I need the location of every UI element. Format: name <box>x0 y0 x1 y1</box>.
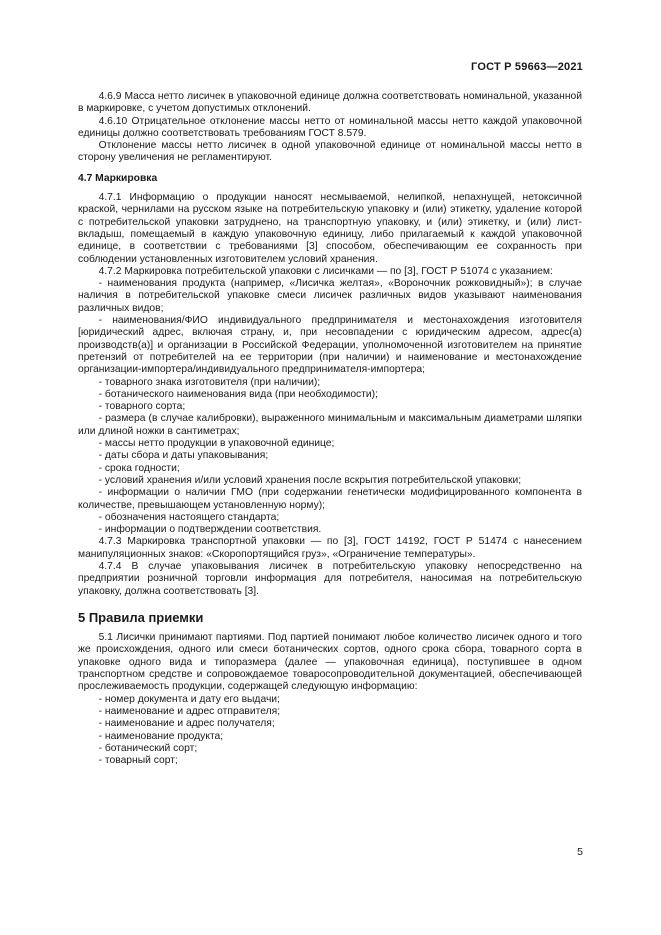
list-item: - товарного знака изготовителя (при наличии); <box>98 376 321 388</box>
paragraph-4-7-3: 4.7.3 Маркировка транспортной упаковки — по [3], ГОСТ 14192, ГОСТ Р 51474 с нанесением манипуляционных знаков: «Скоропортящийся груз», «Ограничение температуры». <box>78 536 582 560</box>
paragraph-deviation: Отклонение массы нетто лисичек в одной упаковочной единице от номинальной массы нетто в сторону увеличения не регламентируют. <box>78 140 582 164</box>
list-item: - даты сбора и даты упаковывания; <box>98 450 269 462</box>
list-item: - товарного сорта; <box>98 401 186 413</box>
list-item: - условий хранения и/или условий хранения после вскрытия потребительской упаковки; <box>98 474 522 486</box>
list-item: - наименование и адрес получателя; <box>98 718 275 730</box>
list-item: - обозначения настоящего стандарта; <box>98 511 280 523</box>
paragraph-4-6-9: 4.6.9 Масса нетто лисичек в упаковочной единице должна соответствовать номинальной, указанной в маркировке, с учетом допустимых отклонений. <box>78 91 582 115</box>
list-item: - наименование продукта; <box>98 730 224 742</box>
list-item: - массы нетто продукции в упаковочной единице; <box>98 438 335 450</box>
page-number: 5 <box>577 846 583 858</box>
paragraph-4-7-1: 4.7.1 Информацию о продукции наносят несмываемой, нелипкой, непахнущей, нетоксичной краской, чернилами на русском языке на потребительскую упаковку и (или) этикетку, удаление которой с потребительской упаковки затруднено, на транспортную упаковку, и (или) этикетку, и (или) лист-вкладыш, помещаемый в каждую упаковочную единицу, либо прилагаемый к каждой упаковочной единице, в соответствии с требованиями [3] способом, обеспечивающим ее сохранность при соблюдении установленных изготовителем условий хранения. <box>78 192 582 265</box>
list-item: - наименования/ФИО индивидуального предпринимателя и местонахождения изготовителя [юридический адрес, включая страну, и, при несовпадении с юридическим адресом, адрес(а) производств(а)] и организации в Российской Федерации, уполномоченной изготовителем на принятие претензий от потребителей на ее территории (при наличии) и наименование и местонахождение организации-импортера/индивидуального предпринимателя-импортера; <box>78 315 582 376</box>
list-item: - наименования продукта (например, «Лисичка желтая», «Вороночник рожковидный»); в случае наличия в потребительской упаковке смеси лисичек различных видов указывают наименования различных видов; <box>78 278 582 314</box>
standard-code: ГОСТ Р 59663—2021 <box>471 61 583 73</box>
list-item: - ботанический сорт; <box>98 742 198 754</box>
list-item: - информации о наличии ГМО (при содержании генетически модифицированного компонента в количестве, превышающем установленную норму); <box>78 487 582 511</box>
list-item: - срока годности; <box>98 462 180 474</box>
list-item: - товарный сорт; <box>98 755 178 767</box>
document-body <box>78 91 582 767</box>
list-item: - наименование и адрес отправителя; <box>98 705 281 717</box>
list-item: - номер документа и дату его выдачи; <box>98 693 280 705</box>
section-heading-4-7: 4.7 Маркировка <box>78 172 158 184</box>
list-item: - информации о подтверждении соответствия. <box>98 524 322 536</box>
paragraph-4-7-2: 4.7.2 Маркировка потребительской упаковки с лисичками — по [3], ГОСТ Р 51074 с указанием: <box>98 265 553 277</box>
paragraph-4-7-4: 4.7.4 В случае упаковывания лисичек в потребительскую упаковку непосредственно на предприятии розничной торговли информация для потребителя, наносимая на потребительскую упаковку, должна соответствовать [3]. <box>78 560 582 597</box>
section-heading-5: 5 Правила приемки <box>78 609 204 625</box>
paragraph-5-1: 5.1 Лисички принимают партиями. Под партией понимают любое количество лисичек одного и того же происхождения, одного или смеси ботанических сортов, одного срока сбора, товарного сорта в упаковке одного вида и типоразмера (далее — упаковочная единица), поступившее в одном транспортном средстве и сопровождаемое товаросопроводительной документацией, обеспечивающей прослеживаемость продукции, содержащей следующую информацию: <box>78 632 582 693</box>
paragraph-4-6-10: 4.6.10 Отрицательное отклонение массы нетто от номинальной массы нетто каждой упаковочной единицы должно соответствовать требованиям ГОСТ 8.579. <box>78 115 582 139</box>
list-item: - ботанического наименования вида (при необходимости); <box>98 388 378 400</box>
list-item: - размера (в случае калибровки), выраженного минимальным и максимальным диаметрами шляпки или длиной ножки в сантиметрах; <box>78 413 582 437</box>
